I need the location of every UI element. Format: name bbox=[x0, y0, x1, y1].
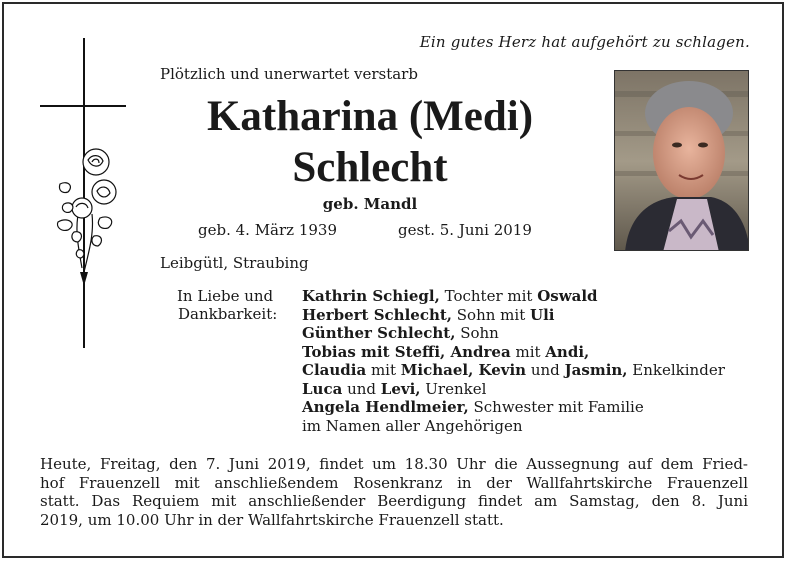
funeral-notice-line: statt. Das Requiem mit anschließender Beerdigung findet am Samstag, den 8. Juni bbox=[40, 492, 748, 510]
mourner-name: Tobias mit Steffi, Andrea bbox=[302, 342, 511, 361]
mourners-list bbox=[302, 287, 725, 435]
mourner-relation: mit bbox=[510, 342, 546, 361]
mourner-name: Uli bbox=[530, 305, 555, 324]
mourner-name: Levi, bbox=[380, 379, 421, 398]
mourner-name: Kathrin Schiegl, bbox=[302, 287, 440, 305]
mourner-relation: Urenkel bbox=[420, 379, 487, 398]
mourners-label-line2: Dankbarkeit: bbox=[178, 305, 278, 323]
funeral-notice-line: hof Frauenzell mit anschließendem Rosenkranz in der Wallfahrtskirche Frauenzell bbox=[40, 473, 748, 492]
mourner-relation: Sohn mit bbox=[452, 305, 530, 324]
maiden-name: geb. Mandl bbox=[322, 195, 418, 213]
mourner-name: Günther Schlecht, bbox=[302, 324, 456, 342]
mourner-name: Angela Hendlmeier, bbox=[302, 398, 469, 416]
deceased-name-first: Katharina (Medi) bbox=[206, 93, 534, 140]
mourner-line bbox=[302, 361, 725, 380]
mourner-relation: im Namen aller Angehörigen bbox=[302, 416, 523, 435]
birth-date: geb. 4. März 1939 bbox=[198, 221, 338, 239]
mourner-name: Michael, Kevin bbox=[400, 361, 527, 379]
mourner-relation: und bbox=[526, 361, 565, 379]
mourner-name: Luca bbox=[302, 379, 343, 398]
cross-with-roses-icon bbox=[38, 36, 130, 352]
mourner-name: Oswald bbox=[537, 287, 598, 305]
deceased-name-last: Schlecht bbox=[292, 144, 448, 191]
intro-text: Plötzlich und unerwartet verstarb bbox=[160, 65, 418, 83]
mourner-relation: und bbox=[342, 379, 381, 398]
mourner-relation: Enkelkinder bbox=[627, 361, 725, 379]
mourner-line bbox=[302, 287, 725, 306]
funeral-notice-line: 2019, um 10.00 Uhr in der Wallfahrtskirche Frauenzell statt. bbox=[40, 510, 504, 529]
mourner-relation: mit bbox=[366, 361, 401, 379]
mourner-line bbox=[302, 398, 725, 417]
funeral-notice bbox=[40, 455, 748, 529]
mourners-label-line1: In Liebe und bbox=[177, 287, 274, 305]
mourner-line bbox=[302, 306, 725, 325]
mourner-line bbox=[302, 343, 725, 362]
mourner-name: Claudia bbox=[302, 361, 367, 379]
mourner-line bbox=[302, 417, 725, 436]
mourner-relation: Schwester mit Familie bbox=[468, 398, 644, 416]
death-date: gest. 5. Juni 2019 bbox=[398, 221, 532, 239]
mourner-name: Andi, bbox=[545, 342, 590, 361]
mourner-line bbox=[302, 324, 725, 343]
mourner-relation: Tochter mit bbox=[439, 287, 538, 305]
motto: Ein gutes Herz hat aufgehört zu schlagen. bbox=[419, 33, 750, 51]
residence: Leibgütl, Straubing bbox=[160, 254, 309, 272]
mourner-name: Jasmin, bbox=[564, 361, 628, 379]
funeral-notice-line: Heute, Freitag, den 7. Juni 2019, findet um 18.30 Uhr die Aussegnung auf dem Fried- bbox=[40, 455, 748, 473]
mourner-line bbox=[302, 380, 725, 399]
portrait-photo bbox=[614, 70, 749, 251]
mourner-name: Herbert Schlecht, bbox=[302, 305, 453, 324]
mourner-relation: Sohn bbox=[455, 324, 499, 342]
